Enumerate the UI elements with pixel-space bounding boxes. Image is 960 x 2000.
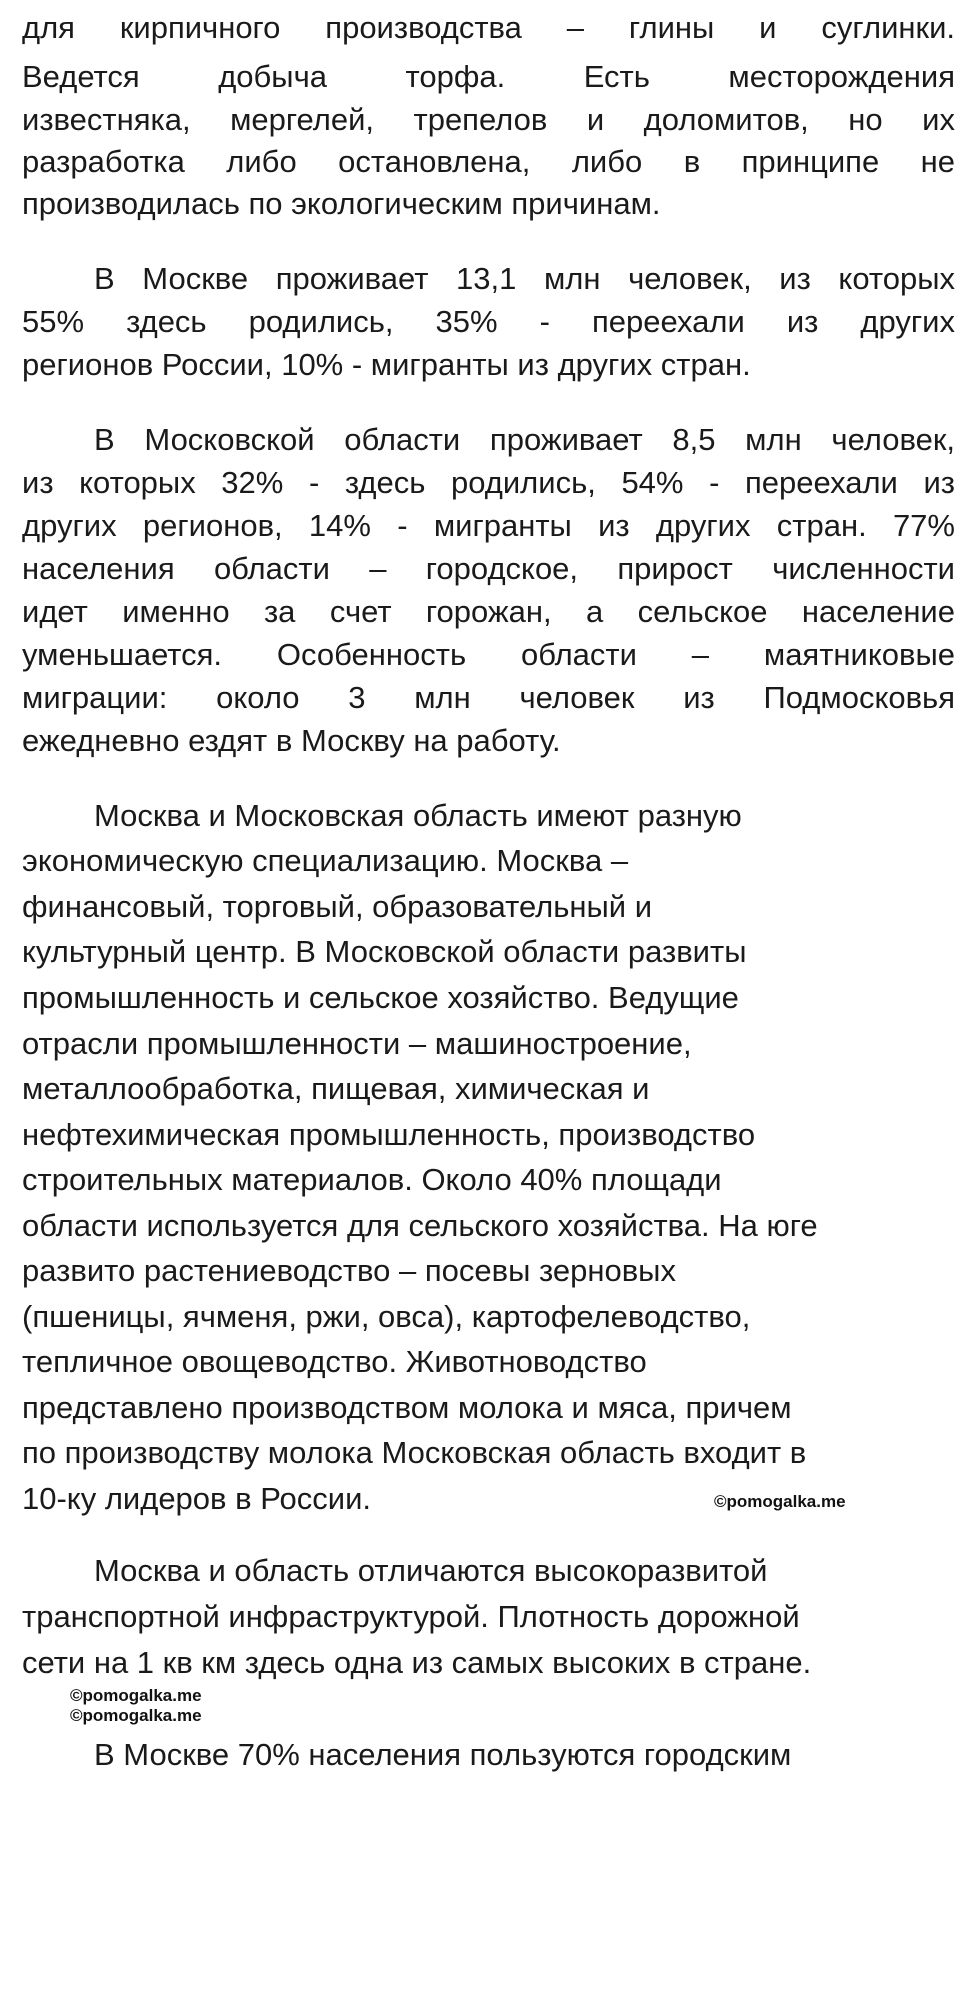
paragraph-4-line-13: тепличное овощеводство. Животноводство (22, 1344, 647, 1379)
paragraph-4-line-14: представлено производством молока и мяса, причем (22, 1390, 792, 1425)
paragraph-4-line-3: финансовый, торговый, образовательный и (22, 889, 653, 924)
paragraph-4-line-11: развито растениеводство – посевы зерновых (22, 1253, 676, 1288)
paragraph-4-line-7: металлообработка, пищевая, химическая и (22, 1071, 650, 1106)
watermark-text: ©pomogalka.me (714, 1492, 846, 1511)
paragraph-5-line-3: сети на 1 кв км здесь одна из самых высоких в стране. (22, 1645, 812, 1680)
paragraph-4-line-6: отрасли промышленности – машиностроение, (22, 1026, 692, 1061)
paragraph-3-line-3: других регионов, 14% - мигранты из других стран. 77% (22, 508, 955, 543)
paragraph-2-line-2: 55% здесь родились, 35% - переехали из других (22, 304, 955, 339)
watermark-text: ©pomogalka.me (70, 1686, 202, 1705)
paragraph-4-line-2: экономическую специализацию. Москва – (22, 843, 629, 878)
paragraph-4-line-4: культурный центр. В Московской области развиты (22, 934, 747, 969)
paragraph-2-line-1: В Москве проживает 13,1 млн человек, из которых (94, 261, 955, 296)
paragraph-1-line-4: разработка либо остановлена, либо в принципе не (22, 144, 955, 179)
paragraph-4-line-5: промышленность и сельское хозяйство. Ведущие (22, 980, 739, 1015)
paragraph-4-line-9: строительных материалов. Около 40% площади (22, 1162, 722, 1197)
paragraph-3-line-6: уменьшается. Особенность области – маятниковые (22, 637, 955, 672)
paragraph-4-line-16: 10-ку лидеров в России. (22, 1481, 372, 1516)
paragraph-2-line-3: регионов России, 10% - мигранты из других стран. (22, 347, 751, 382)
watermark-text: ©pomogalka.me (70, 1706, 202, 1725)
paragraph-4-line-10: области используется для сельского хозяйства. На юге (22, 1208, 818, 1243)
paragraph-3-line-2: из которых 32% - здесь родились, 54% - переехали из (22, 465, 955, 500)
paragraph-5-line-2: транспортной инфраструктурой. Плотность дорожной (22, 1599, 800, 1634)
paragraph-1-line-5: производилась по экологическим причинам. (22, 186, 661, 221)
paragraph-4-line-15: по производству молока Московская область входит в (22, 1435, 807, 1470)
paragraph-5-line-4: В Москве 70% населения пользуются городским (94, 1737, 792, 1772)
paragraph-4-line-8: нефтехимическая промышленность, производство (22, 1117, 756, 1152)
paragraph-4-line-12: (пшеницы, ячменя, ржи, овса), картофелеводство, (22, 1299, 751, 1334)
paragraph-3-line-7: миграции: около 3 млн человек из Подмосковья (22, 680, 955, 715)
paragraph-3-line-1: В Московской области проживает 8,5 млн человек, (94, 422, 955, 457)
paragraph-3-line-8: ежедневно ездят в Москву на работу. (22, 723, 561, 758)
paragraph-3-line-5: идет именно за счет горожан, а сельское население (22, 594, 955, 629)
paragraph-1-line-2: Ведется добыча торфа. Есть месторождения (22, 59, 955, 94)
paragraph-1-line-3: известняка, мергелей, трепелов и доломитов, но их (22, 102, 955, 137)
paragraph-3-line-4: населения области – городское, прирост численности (22, 551, 955, 586)
paragraph-5-line-1: Москва и область отличаются высокоразвитой (94, 1553, 768, 1588)
paragraph-4-line-1: Москва и Московская область имеют разную (94, 798, 742, 833)
paragraph-1-line-1: для кирпичного производства – глины и суглинки. (22, 10, 955, 45)
